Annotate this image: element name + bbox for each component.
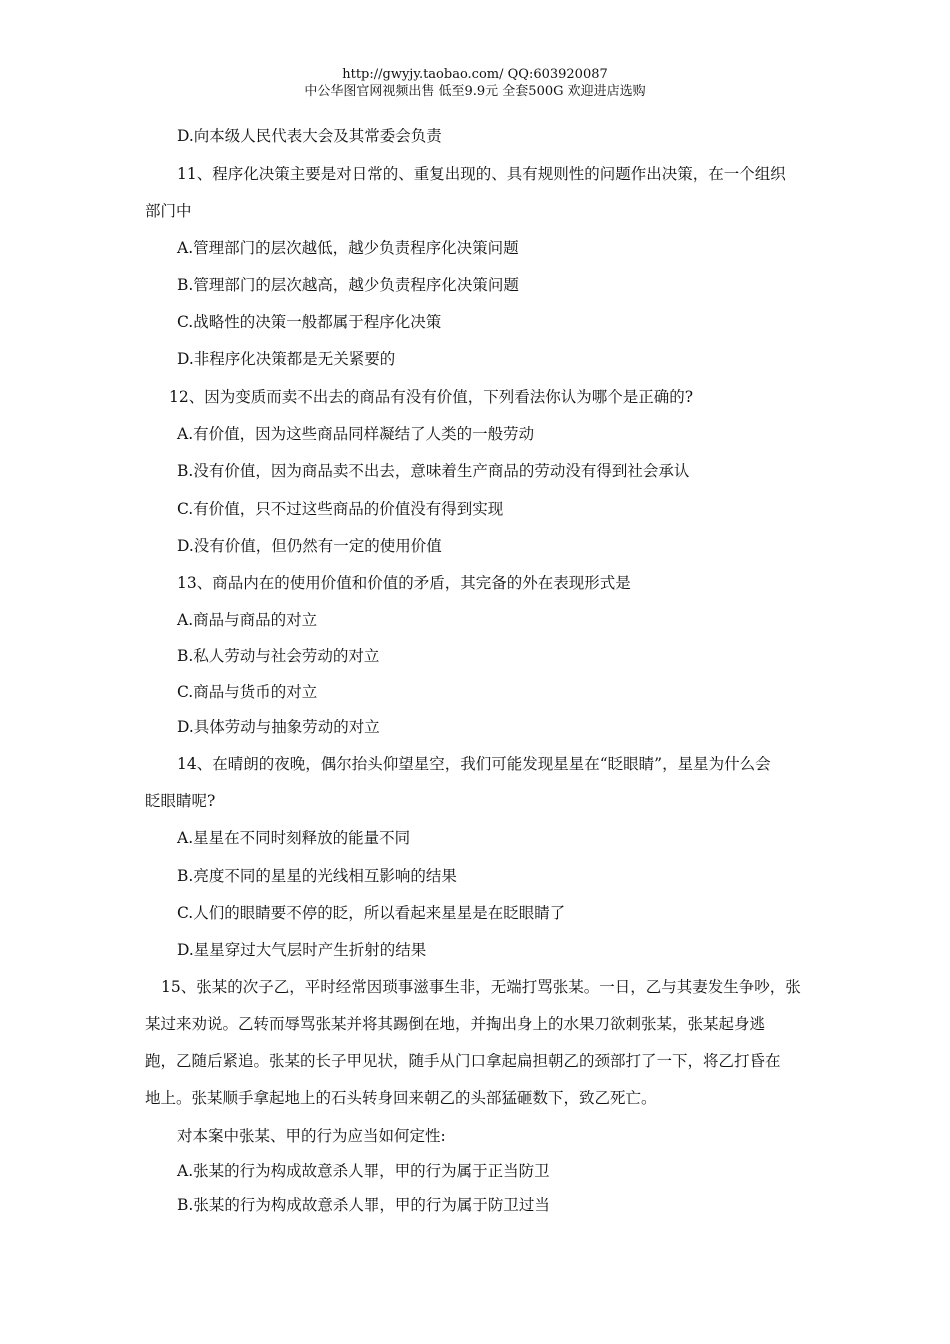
q14-option-a: A.星星在不同时刻释放的能量不同 bbox=[177, 829, 411, 847]
q14-option-b: B.亮度不同的星星的光线相互影响的结果 bbox=[177, 867, 457, 885]
q12-option-c: C.有价值，只不过这些商品的价值没有得到实现 bbox=[177, 500, 504, 518]
page-header bbox=[0, 66, 950, 100]
q11-option-b: B.管理部门的层次越高，越少负责程序化决策问题 bbox=[177, 276, 519, 294]
q13-option-d: D.具体劳动与抽象劳动的对立 bbox=[177, 718, 380, 736]
q13-option-b: B.私人劳动与社会劳动的对立 bbox=[177, 647, 380, 665]
q15-option-b: B.张某的行为构成故意杀人罪，甲的行为属于防卫过当 bbox=[177, 1196, 550, 1214]
q12-option-a: A.有价值，因为这些商品同样凝结了人类的一般劳动 bbox=[177, 425, 535, 443]
q12-stem: 12、因为变质而卖不出去的商品有没有价值，下列看法你认为哪个是正确的? bbox=[169, 388, 694, 406]
q15-stem-line3: 跑，乙随后紧追。张某的长子甲见状，随手从门口拿起扁担朝乙的颈部打了一下，将乙打昏在 bbox=[145, 1052, 781, 1070]
q12-option-d: D.没有价值，但仍然有一定的使用价值 bbox=[177, 537, 442, 555]
header-ad-line: 中公华图官网视频出售 低至9.9元 全套500G 欢迎进店选购 bbox=[304, 84, 646, 99]
q15-stem: 15、张某的次子乙，平时经常因琐事滋事生非，无端打骂张某。一日，乙与其妻发生争吵，张 bbox=[161, 978, 801, 996]
q13-option-a: A.商品与商品的对立 bbox=[177, 611, 318, 629]
q15-stem-line4: 地上。张某顺手拿起地上的石头转身回来朝乙的头部猛砸数下，致乙死亡。 bbox=[145, 1089, 657, 1107]
q14-stem: 14、在晴朗的夜晚，偶尔抬头仰望星空，我们可能发现星星在“眨眼睛”，星星为什么会 bbox=[177, 755, 771, 773]
q15-prompt: 对本案中张某、甲的行为应当如何定性: bbox=[177, 1127, 446, 1145]
q11-option-d: D.非程序化决策都是无关紧要的 bbox=[177, 350, 396, 368]
q11-stem-continued: 部门中 bbox=[145, 202, 192, 220]
q11-stem: 11、程序化决策主要是对日常的、重复出现的、具有规则性的问题作出决策，在一个组织 bbox=[177, 165, 786, 183]
q11-option-a: A.管理部门的层次越低，越少负责程序化决策问题 bbox=[177, 239, 519, 257]
q14-option-d: D.星星穿过大气层时产生折射的结果 bbox=[177, 941, 427, 959]
q13-stem: 13、商品内在的使用价值和价值的矛盾，其完备的外在表现形式是 bbox=[177, 574, 631, 592]
q14-stem-continued: 眨眼睛呢? bbox=[145, 792, 216, 810]
q13-option-c: C.商品与货币的对立 bbox=[177, 683, 318, 701]
q15-stem-line2: 某过来劝说。乙转而辱骂张某并将其踢倒在地，并掏出身上的水果刀欲刺张某，张某起身逃 bbox=[145, 1015, 766, 1033]
q15-option-a: A.张某的行为构成故意杀人罪，甲的行为属于正当防卫 bbox=[177, 1162, 550, 1180]
q11-option-c: C.战略性的决策一般都属于程序化决策 bbox=[177, 313, 442, 331]
q10-option-d: D.向本级人民代表大会及其常委会负责 bbox=[177, 127, 442, 145]
q12-option-b: B.没有价值，因为商品卖不出去，意味着生产商品的劳动没有得到社会承认 bbox=[177, 462, 690, 480]
q14-option-c: C.人们的眼睛要不停的眨，所以看起来星星是在眨眼睛了 bbox=[177, 904, 566, 922]
header-url-line: http://gwyjy.taobao.com/ QQ:603920087 bbox=[342, 67, 608, 82]
